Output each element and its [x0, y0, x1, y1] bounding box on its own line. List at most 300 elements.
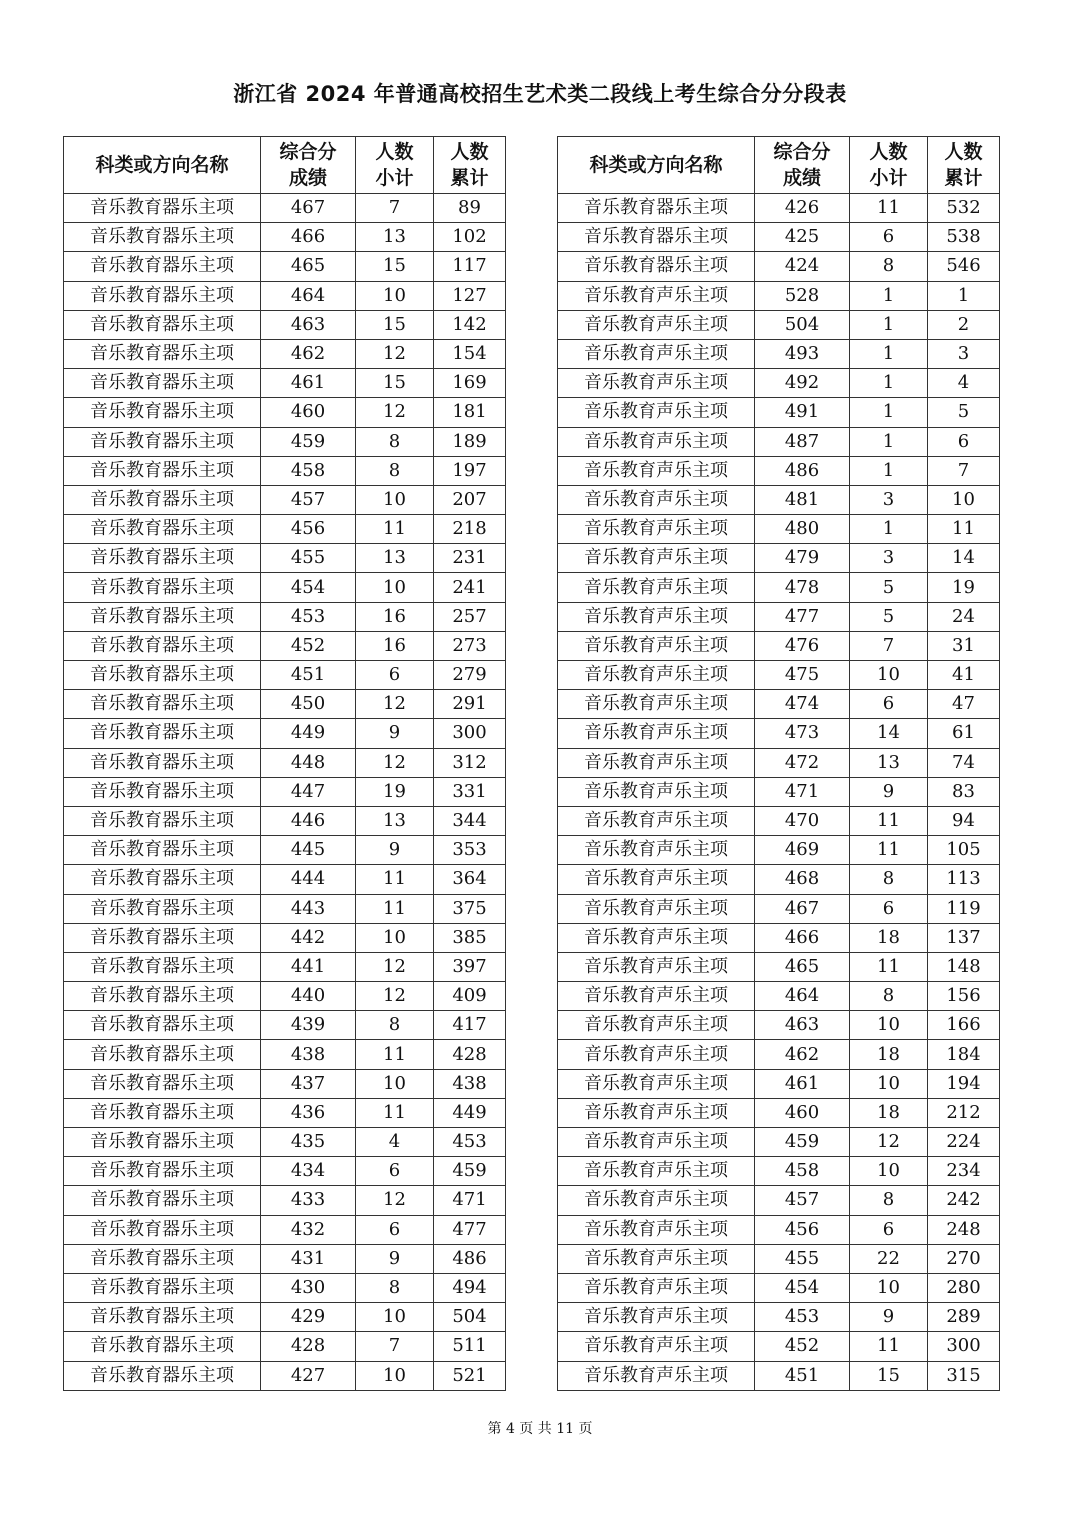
cumulative-cell: 5 — [928, 398, 1000, 427]
category-cell: 音乐教育器乐主项 — [64, 1040, 261, 1069]
category-cell: 音乐教育器乐主项 — [64, 485, 261, 514]
cumulative-cell: 74 — [928, 748, 1000, 777]
table-row — [558, 661, 1000, 690]
score-cell: 453 — [261, 602, 356, 631]
score-cell: 427 — [261, 1361, 356, 1390]
cumulative-cell: 280 — [928, 1273, 1000, 1302]
subtotal-cell: 8 — [356, 456, 434, 485]
table-row — [64, 369, 506, 398]
table-row — [64, 982, 506, 1011]
score-cell: 447 — [261, 777, 356, 806]
score-cell: 455 — [261, 544, 356, 573]
score-cell: 451 — [755, 1361, 850, 1390]
cumulative-cell: 375 — [434, 894, 506, 923]
table-row — [64, 573, 506, 602]
subtotal-cell: 1 — [850, 339, 928, 368]
subtotal-cell: 1 — [850, 281, 928, 310]
table-row — [558, 719, 1000, 748]
table-row — [558, 777, 1000, 806]
subtotal-cell: 6 — [356, 661, 434, 690]
table-row — [64, 485, 506, 514]
cumulative-cell: 300 — [434, 719, 506, 748]
table-row — [64, 1098, 506, 1127]
cumulative-cell: 2 — [928, 310, 1000, 339]
subtotal-cell: 12 — [356, 952, 434, 981]
score-cell: 459 — [755, 1128, 850, 1157]
category-cell: 音乐教育器乐主项 — [64, 544, 261, 573]
subtotal-cell: 10 — [356, 923, 434, 952]
subtotal-cell: 12 — [356, 398, 434, 427]
score-cell: 431 — [261, 1244, 356, 1273]
cumulative-cell: 242 — [928, 1186, 1000, 1215]
score-cell: 443 — [261, 894, 356, 923]
cumulative-cell: 417 — [434, 1011, 506, 1040]
table-row — [64, 427, 506, 456]
subtotal-cell: 5 — [850, 573, 928, 602]
cumulative-cell: 409 — [434, 982, 506, 1011]
score-cell: 465 — [261, 252, 356, 281]
subtotal-cell: 1 — [850, 427, 928, 456]
subtotal-cell: 11 — [356, 865, 434, 894]
category-cell: 音乐教育声乐主项 — [558, 485, 755, 514]
category-cell: 音乐教育声乐主项 — [558, 1040, 755, 1069]
category-cell: 音乐教育器乐主项 — [64, 1011, 261, 1040]
cumulative-cell: 169 — [434, 369, 506, 398]
category-cell: 音乐教育器乐主项 — [64, 719, 261, 748]
category-cell: 音乐教育声乐主项 — [558, 719, 755, 748]
subtotal-cell: 11 — [850, 952, 928, 981]
table-row — [558, 1332, 1000, 1361]
score-cell: 430 — [261, 1273, 356, 1302]
table-row — [558, 894, 1000, 923]
score-cell: 436 — [261, 1098, 356, 1127]
category-cell: 音乐教育器乐主项 — [558, 194, 755, 223]
subtotal-cell: 1 — [850, 398, 928, 427]
category-cell: 音乐教育器乐主项 — [64, 806, 261, 835]
cumulative-cell: 459 — [434, 1157, 506, 1186]
cumulative-cell: 364 — [434, 865, 506, 894]
table-row — [558, 982, 1000, 1011]
category-cell: 音乐教育声乐主项 — [558, 748, 755, 777]
subtotal-cell: 10 — [356, 485, 434, 514]
cumulative-cell: 4 — [928, 369, 1000, 398]
subtotal-cell: 12 — [356, 339, 434, 368]
subtotal-cell: 3 — [850, 544, 928, 573]
category-cell: 音乐教育器乐主项 — [64, 1361, 261, 1390]
table-row — [64, 1303, 506, 1332]
category-cell: 音乐教育器乐主项 — [64, 1332, 261, 1361]
score-cell: 426 — [755, 194, 850, 223]
cumulative-cell: 1 — [928, 281, 1000, 310]
cumulative-cell: 546 — [928, 252, 1000, 281]
score-cell: 470 — [755, 806, 850, 835]
subtotal-cell: 7 — [850, 631, 928, 660]
score-cell: 453 — [755, 1303, 850, 1332]
category-cell: 音乐教育器乐主项 — [64, 894, 261, 923]
cumulative-cell: 194 — [928, 1069, 1000, 1098]
table-row — [558, 1186, 1000, 1215]
subtotal-cell: 19 — [356, 777, 434, 806]
table-row — [558, 223, 1000, 252]
subtotal-cell: 10 — [356, 1361, 434, 1390]
category-cell: 音乐教育声乐主项 — [558, 281, 755, 310]
score-cell: 435 — [261, 1128, 356, 1157]
subtotal-cell: 6 — [850, 690, 928, 719]
subtotal-cell: 10 — [356, 573, 434, 602]
category-cell: 音乐教育声乐主项 — [558, 836, 755, 865]
subtotal-cell: 16 — [356, 602, 434, 631]
cumulative-cell: 207 — [434, 485, 506, 514]
category-cell: 音乐教育声乐主项 — [558, 1128, 755, 1157]
score-cell: 486 — [755, 456, 850, 485]
cumulative-cell: 189 — [434, 427, 506, 456]
score-cell: 450 — [261, 690, 356, 719]
category-cell: 音乐教育器乐主项 — [64, 310, 261, 339]
cumulative-cell: 127 — [434, 281, 506, 310]
category-cell: 音乐教育器乐主项 — [64, 952, 261, 981]
category-cell: 音乐教育声乐主项 — [558, 1332, 755, 1361]
category-cell: 音乐教育器乐主项 — [64, 252, 261, 281]
category-cell: 音乐教育器乐主项 — [64, 1273, 261, 1302]
score-cell: 452 — [261, 631, 356, 660]
score-cell: 457 — [261, 485, 356, 514]
category-cell: 音乐教育器乐主项 — [64, 982, 261, 1011]
table-row — [64, 1273, 506, 1302]
score-cell: 467 — [755, 894, 850, 923]
score-cell: 455 — [755, 1244, 850, 1273]
cumulative-cell: 453 — [434, 1128, 506, 1157]
subtotal-cell: 8 — [850, 1186, 928, 1215]
category-cell: 音乐教育器乐主项 — [64, 281, 261, 310]
subtotal-cell: 11 — [850, 836, 928, 865]
table-row — [558, 836, 1000, 865]
header-score: 综合分 成绩 — [755, 137, 850, 194]
score-cell: 446 — [261, 806, 356, 835]
table-row — [64, 1128, 506, 1157]
score-cell: 475 — [755, 661, 850, 690]
category-cell: 音乐教育器乐主项 — [558, 252, 755, 281]
cumulative-cell: 234 — [928, 1157, 1000, 1186]
cumulative-cell: 504 — [434, 1303, 506, 1332]
cumulative-cell: 11 — [928, 515, 1000, 544]
table-row — [558, 544, 1000, 573]
score-cell: 491 — [755, 398, 850, 427]
table-row — [64, 1361, 506, 1390]
table-row — [558, 252, 1000, 281]
cumulative-cell: 312 — [434, 748, 506, 777]
category-cell: 音乐教育声乐主项 — [558, 1303, 755, 1332]
score-cell: 481 — [755, 485, 850, 514]
cumulative-cell: 89 — [434, 194, 506, 223]
table-row — [64, 1215, 506, 1244]
score-cell: 462 — [261, 339, 356, 368]
category-cell: 音乐教育器乐主项 — [64, 748, 261, 777]
table-row — [558, 1244, 1000, 1273]
subtotal-cell: 7 — [356, 194, 434, 223]
subtotal-cell: 13 — [356, 223, 434, 252]
score-cell: 480 — [755, 515, 850, 544]
score-cell: 459 — [261, 427, 356, 456]
cumulative-cell: 532 — [928, 194, 1000, 223]
table-row — [558, 806, 1000, 835]
score-cell: 448 — [261, 748, 356, 777]
cumulative-cell: 10 — [928, 485, 1000, 514]
category-cell: 音乐教育声乐主项 — [558, 515, 755, 544]
table-row — [64, 194, 506, 223]
table-header-row — [558, 137, 1000, 194]
subtotal-cell: 22 — [850, 1244, 928, 1273]
table-row — [558, 1069, 1000, 1098]
score-cell: 463 — [755, 1011, 850, 1040]
score-cell: 456 — [755, 1215, 850, 1244]
category-cell: 音乐教育器乐主项 — [64, 631, 261, 660]
category-cell: 音乐教育器乐主项 — [64, 427, 261, 456]
subtotal-cell: 15 — [356, 252, 434, 281]
category-cell: 音乐教育器乐主项 — [64, 1128, 261, 1157]
category-cell: 音乐教育器乐主项 — [64, 836, 261, 865]
score-cell: 457 — [755, 1186, 850, 1215]
cumulative-cell: 105 — [928, 836, 1000, 865]
score-cell: 477 — [755, 602, 850, 631]
score-cell: 466 — [261, 223, 356, 252]
score-cell: 493 — [755, 339, 850, 368]
category-cell: 音乐教育器乐主项 — [64, 923, 261, 952]
table-row — [558, 573, 1000, 602]
subtotal-cell: 8 — [356, 1011, 434, 1040]
table-row — [64, 690, 506, 719]
category-cell: 音乐教育声乐主项 — [558, 1069, 755, 1098]
table-row — [64, 544, 506, 573]
table-row — [64, 806, 506, 835]
table-row — [64, 836, 506, 865]
subtotal-cell: 18 — [850, 923, 928, 952]
category-cell: 音乐教育声乐主项 — [558, 923, 755, 952]
table-row — [558, 485, 1000, 514]
score-cell: 434 — [261, 1157, 356, 1186]
table-row — [64, 398, 506, 427]
score-cell: 472 — [755, 748, 850, 777]
score-cell: 445 — [261, 836, 356, 865]
cumulative-cell: 353 — [434, 836, 506, 865]
table-row — [558, 1157, 1000, 1186]
subtotal-cell: 8 — [850, 982, 928, 1011]
cumulative-cell: 14 — [928, 544, 1000, 573]
table-row — [558, 398, 1000, 427]
table-row — [558, 1011, 1000, 1040]
score-cell: 468 — [755, 865, 850, 894]
subtotal-cell: 1 — [850, 310, 928, 339]
score-cell: 465 — [755, 952, 850, 981]
table-row — [558, 1361, 1000, 1390]
subtotal-cell: 15 — [356, 369, 434, 398]
table-row — [64, 894, 506, 923]
category-cell: 音乐教育器乐主项 — [64, 194, 261, 223]
cumulative-cell: 6 — [928, 427, 1000, 456]
table-row — [558, 631, 1000, 660]
category-cell: 音乐教育器乐主项 — [64, 1098, 261, 1127]
subtotal-cell: 9 — [356, 1244, 434, 1273]
subtotal-cell: 11 — [356, 515, 434, 544]
score-cell: 437 — [261, 1069, 356, 1098]
subtotal-cell: 8 — [850, 252, 928, 281]
subtotal-cell: 6 — [356, 1157, 434, 1186]
cumulative-cell: 438 — [434, 1069, 506, 1098]
category-cell: 音乐教育声乐主项 — [558, 310, 755, 339]
category-cell: 音乐教育器乐主项 — [64, 398, 261, 427]
score-cell: 442 — [261, 923, 356, 952]
table-row — [64, 252, 506, 281]
subtotal-cell: 11 — [850, 1332, 928, 1361]
score-cell: 471 — [755, 777, 850, 806]
table-row — [558, 281, 1000, 310]
cumulative-cell: 218 — [434, 515, 506, 544]
cumulative-cell: 102 — [434, 223, 506, 252]
cumulative-cell: 94 — [928, 806, 1000, 835]
subtotal-cell: 9 — [356, 719, 434, 748]
subtotal-cell: 11 — [850, 806, 928, 835]
category-cell: 音乐教育器乐主项 — [64, 661, 261, 690]
cumulative-cell: 154 — [434, 339, 506, 368]
score-cell: 464 — [261, 281, 356, 310]
category-cell: 音乐教育声乐主项 — [558, 1215, 755, 1244]
subtotal-cell: 6 — [850, 1215, 928, 1244]
score-cell: 469 — [755, 836, 850, 865]
cumulative-cell: 241 — [434, 573, 506, 602]
cumulative-cell: 212 — [928, 1098, 1000, 1127]
cumulative-cell: 117 — [434, 252, 506, 281]
cumulative-cell: 428 — [434, 1040, 506, 1069]
table-row — [64, 310, 506, 339]
subtotal-cell: 10 — [356, 1069, 434, 1098]
cumulative-cell: 184 — [928, 1040, 1000, 1069]
cumulative-cell: 31 — [928, 631, 1000, 660]
score-cell: 458 — [755, 1157, 850, 1186]
cumulative-cell: 137 — [928, 923, 1000, 952]
table-row — [558, 1215, 1000, 1244]
score-cell: 458 — [261, 456, 356, 485]
category-cell: 音乐教育声乐主项 — [558, 1098, 755, 1127]
category-cell: 音乐教育声乐主项 — [558, 1361, 755, 1390]
score-cell: 441 — [261, 952, 356, 981]
table-row — [558, 310, 1000, 339]
subtotal-cell: 1 — [850, 515, 928, 544]
table-row — [558, 1128, 1000, 1157]
subtotal-cell: 13 — [850, 748, 928, 777]
category-cell: 音乐教育器乐主项 — [64, 1303, 261, 1332]
subtotal-cell: 7 — [356, 1332, 434, 1361]
cumulative-cell: 19 — [928, 573, 1000, 602]
header-subtotal: 人数 小计 — [356, 137, 434, 194]
category-cell: 音乐教育声乐主项 — [558, 1244, 755, 1273]
subtotal-cell: 9 — [850, 1303, 928, 1332]
subtotal-cell: 8 — [356, 1273, 434, 1302]
cumulative-cell: 166 — [928, 1011, 1000, 1040]
subtotal-cell: 13 — [356, 806, 434, 835]
cumulative-cell: 477 — [434, 1215, 506, 1244]
subtotal-cell: 12 — [356, 982, 434, 1011]
subtotal-cell: 8 — [850, 865, 928, 894]
subtotal-cell: 18 — [850, 1098, 928, 1127]
category-cell: 音乐教育声乐主项 — [558, 661, 755, 690]
subtotal-cell: 10 — [850, 1157, 928, 1186]
subtotal-cell: 6 — [356, 1215, 434, 1244]
category-cell: 音乐教育声乐主项 — [558, 631, 755, 660]
category-cell: 音乐教育声乐主项 — [558, 806, 755, 835]
table-row — [558, 748, 1000, 777]
score-cell: 440 — [261, 982, 356, 1011]
cumulative-cell: 279 — [434, 661, 506, 690]
table-row — [558, 427, 1000, 456]
category-cell: 音乐教育声乐主项 — [558, 777, 755, 806]
score-cell: 466 — [755, 923, 850, 952]
category-cell: 音乐教育声乐主项 — [558, 398, 755, 427]
table-row — [64, 748, 506, 777]
header-category: 科类或方向名称 — [64, 137, 261, 194]
cumulative-cell: 315 — [928, 1361, 1000, 1390]
category-cell: 音乐教育声乐主项 — [558, 573, 755, 602]
category-cell: 音乐教育声乐主项 — [558, 369, 755, 398]
category-cell: 音乐教育器乐主项 — [558, 223, 755, 252]
cumulative-cell: 300 — [928, 1332, 1000, 1361]
score-cell: 474 — [755, 690, 850, 719]
cumulative-cell: 83 — [928, 777, 1000, 806]
header-cumulative: 人数 累计 — [928, 137, 1000, 194]
score-cell: 461 — [755, 1069, 850, 1098]
table-header-row — [64, 137, 506, 194]
table-row — [64, 602, 506, 631]
category-cell: 音乐教育声乐主项 — [558, 894, 755, 923]
header-category: 科类或方向名称 — [558, 137, 755, 194]
cumulative-cell: 486 — [434, 1244, 506, 1273]
cumulative-cell: 7 — [928, 456, 1000, 485]
category-cell: 音乐教育器乐主项 — [64, 1244, 261, 1273]
cumulative-cell: 511 — [434, 1332, 506, 1361]
cumulative-cell: 24 — [928, 602, 1000, 631]
subtotal-cell: 8 — [356, 427, 434, 456]
category-cell: 音乐教育声乐主项 — [558, 1011, 755, 1040]
subtotal-cell: 5 — [850, 602, 928, 631]
page-footer: 第 4 页 共 11 页 — [487, 1421, 593, 1437]
subtotal-cell: 12 — [356, 1186, 434, 1215]
score-cell: 461 — [261, 369, 356, 398]
score-cell: 487 — [755, 427, 850, 456]
category-cell: 音乐教育声乐主项 — [558, 865, 755, 894]
score-cell: 425 — [755, 223, 850, 252]
category-cell: 音乐教育声乐主项 — [558, 1273, 755, 1302]
category-cell: 音乐教育器乐主项 — [64, 865, 261, 894]
subtotal-cell: 10 — [850, 661, 928, 690]
cumulative-cell: 344 — [434, 806, 506, 835]
score-cell: 452 — [755, 1332, 850, 1361]
cumulative-cell: 270 — [928, 1244, 1000, 1273]
table-row — [64, 661, 506, 690]
score-cell: 504 — [755, 310, 850, 339]
cumulative-cell: 41 — [928, 661, 1000, 690]
subtotal-cell: 14 — [850, 719, 928, 748]
score-cell: 438 — [261, 1040, 356, 1069]
subtotal-cell: 3 — [850, 485, 928, 514]
score-cell: 451 — [261, 661, 356, 690]
score-cell: 478 — [755, 573, 850, 602]
table-row — [64, 339, 506, 368]
subtotal-cell: 16 — [356, 631, 434, 660]
table-row — [558, 194, 1000, 223]
category-cell: 音乐教育声乐主项 — [558, 952, 755, 981]
table-row — [64, 223, 506, 252]
table-row — [64, 515, 506, 544]
table-row — [558, 1273, 1000, 1302]
category-cell: 音乐教育器乐主项 — [64, 1157, 261, 1186]
